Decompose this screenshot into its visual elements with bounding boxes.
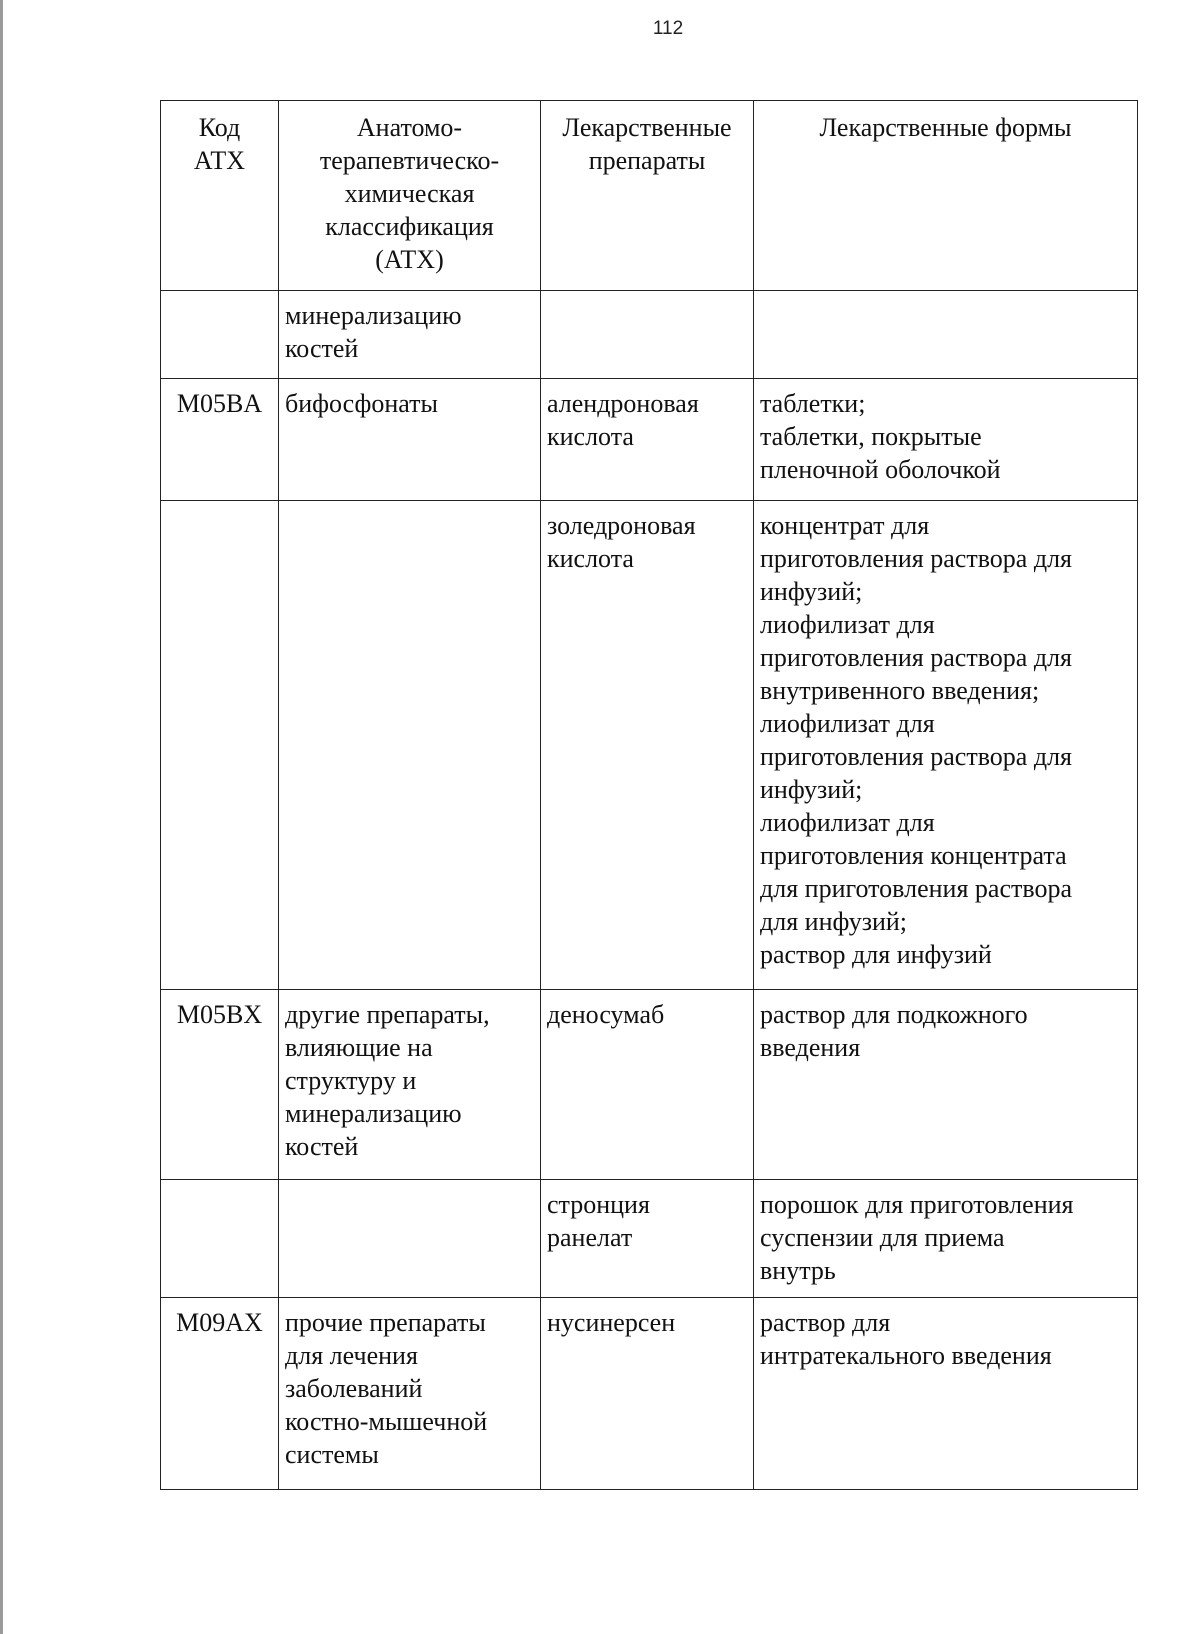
cell-classification: другие препараты, влияющие на структуру и минерализацию костей xyxy=(279,990,541,1180)
cell-classification xyxy=(279,1180,541,1298)
cell-classification xyxy=(279,501,541,990)
cell-atc-code xyxy=(161,501,279,990)
header-drugs: Лекарственные препараты xyxy=(541,101,754,291)
cell-drug xyxy=(541,291,754,379)
table-row xyxy=(161,379,1138,501)
table-row xyxy=(161,990,1138,1180)
cell-dosage-forms: раствор для интратекального введения xyxy=(754,1298,1138,1490)
cell-drug: нусинерсен xyxy=(541,1298,754,1490)
table-row xyxy=(161,501,1138,990)
table-row xyxy=(161,291,1138,379)
cell-classification: минерализацию костей xyxy=(279,291,541,379)
cell-atc-code xyxy=(161,1180,279,1298)
table-header-row xyxy=(161,101,1138,291)
table-row xyxy=(161,1298,1138,1490)
cell-drug: стронция ранелат xyxy=(541,1180,754,1298)
cell-atc-code: M09AX xyxy=(161,1298,279,1490)
header-dosage-forms: Лекарственные формы xyxy=(754,101,1138,291)
cell-atc-code xyxy=(161,291,279,379)
header-atc-code: Код АТХ xyxy=(161,101,279,291)
table-row xyxy=(161,1180,1138,1298)
cell-dosage-forms: раствор для подкожного введения xyxy=(754,990,1138,1180)
cell-dosage-forms: порошок для приготовления суспензии для приема внутрь xyxy=(754,1180,1138,1298)
cell-dosage-forms: таблетки; таблетки, покрытые пленочной оболочкой xyxy=(754,379,1138,501)
header-atc-classification: Анатомо- терапевтическо- химическая классификация (АТХ) xyxy=(279,101,541,291)
cell-atc-code: M05BX xyxy=(161,990,279,1180)
cell-drug: деносумаб xyxy=(541,990,754,1180)
page-number: 112 xyxy=(652,18,684,39)
cell-classification: прочие препараты для лечения заболеваний костно-мышечной системы xyxy=(279,1298,541,1490)
atc-table xyxy=(160,100,1138,1490)
cell-dosage-forms xyxy=(754,291,1138,379)
cell-classification: бифосфонаты xyxy=(279,379,541,501)
cell-atc-code: M05BA xyxy=(161,379,279,501)
scan-left-edge xyxy=(0,0,3,1634)
cell-drug: алендроновая кислота xyxy=(541,379,754,501)
cell-dosage-forms: концентрат для приготовления раствора для инфузий; лиофилизат для приготовления раствора для внутривенного введения; лиофилизат для приготовления раствора для инфузий; лиофилизат для приготовления концентрата для приготовления раствора для инфузий; раствор для инфузий xyxy=(754,501,1138,990)
cell-drug: золедроновая кислота xyxy=(541,501,754,990)
